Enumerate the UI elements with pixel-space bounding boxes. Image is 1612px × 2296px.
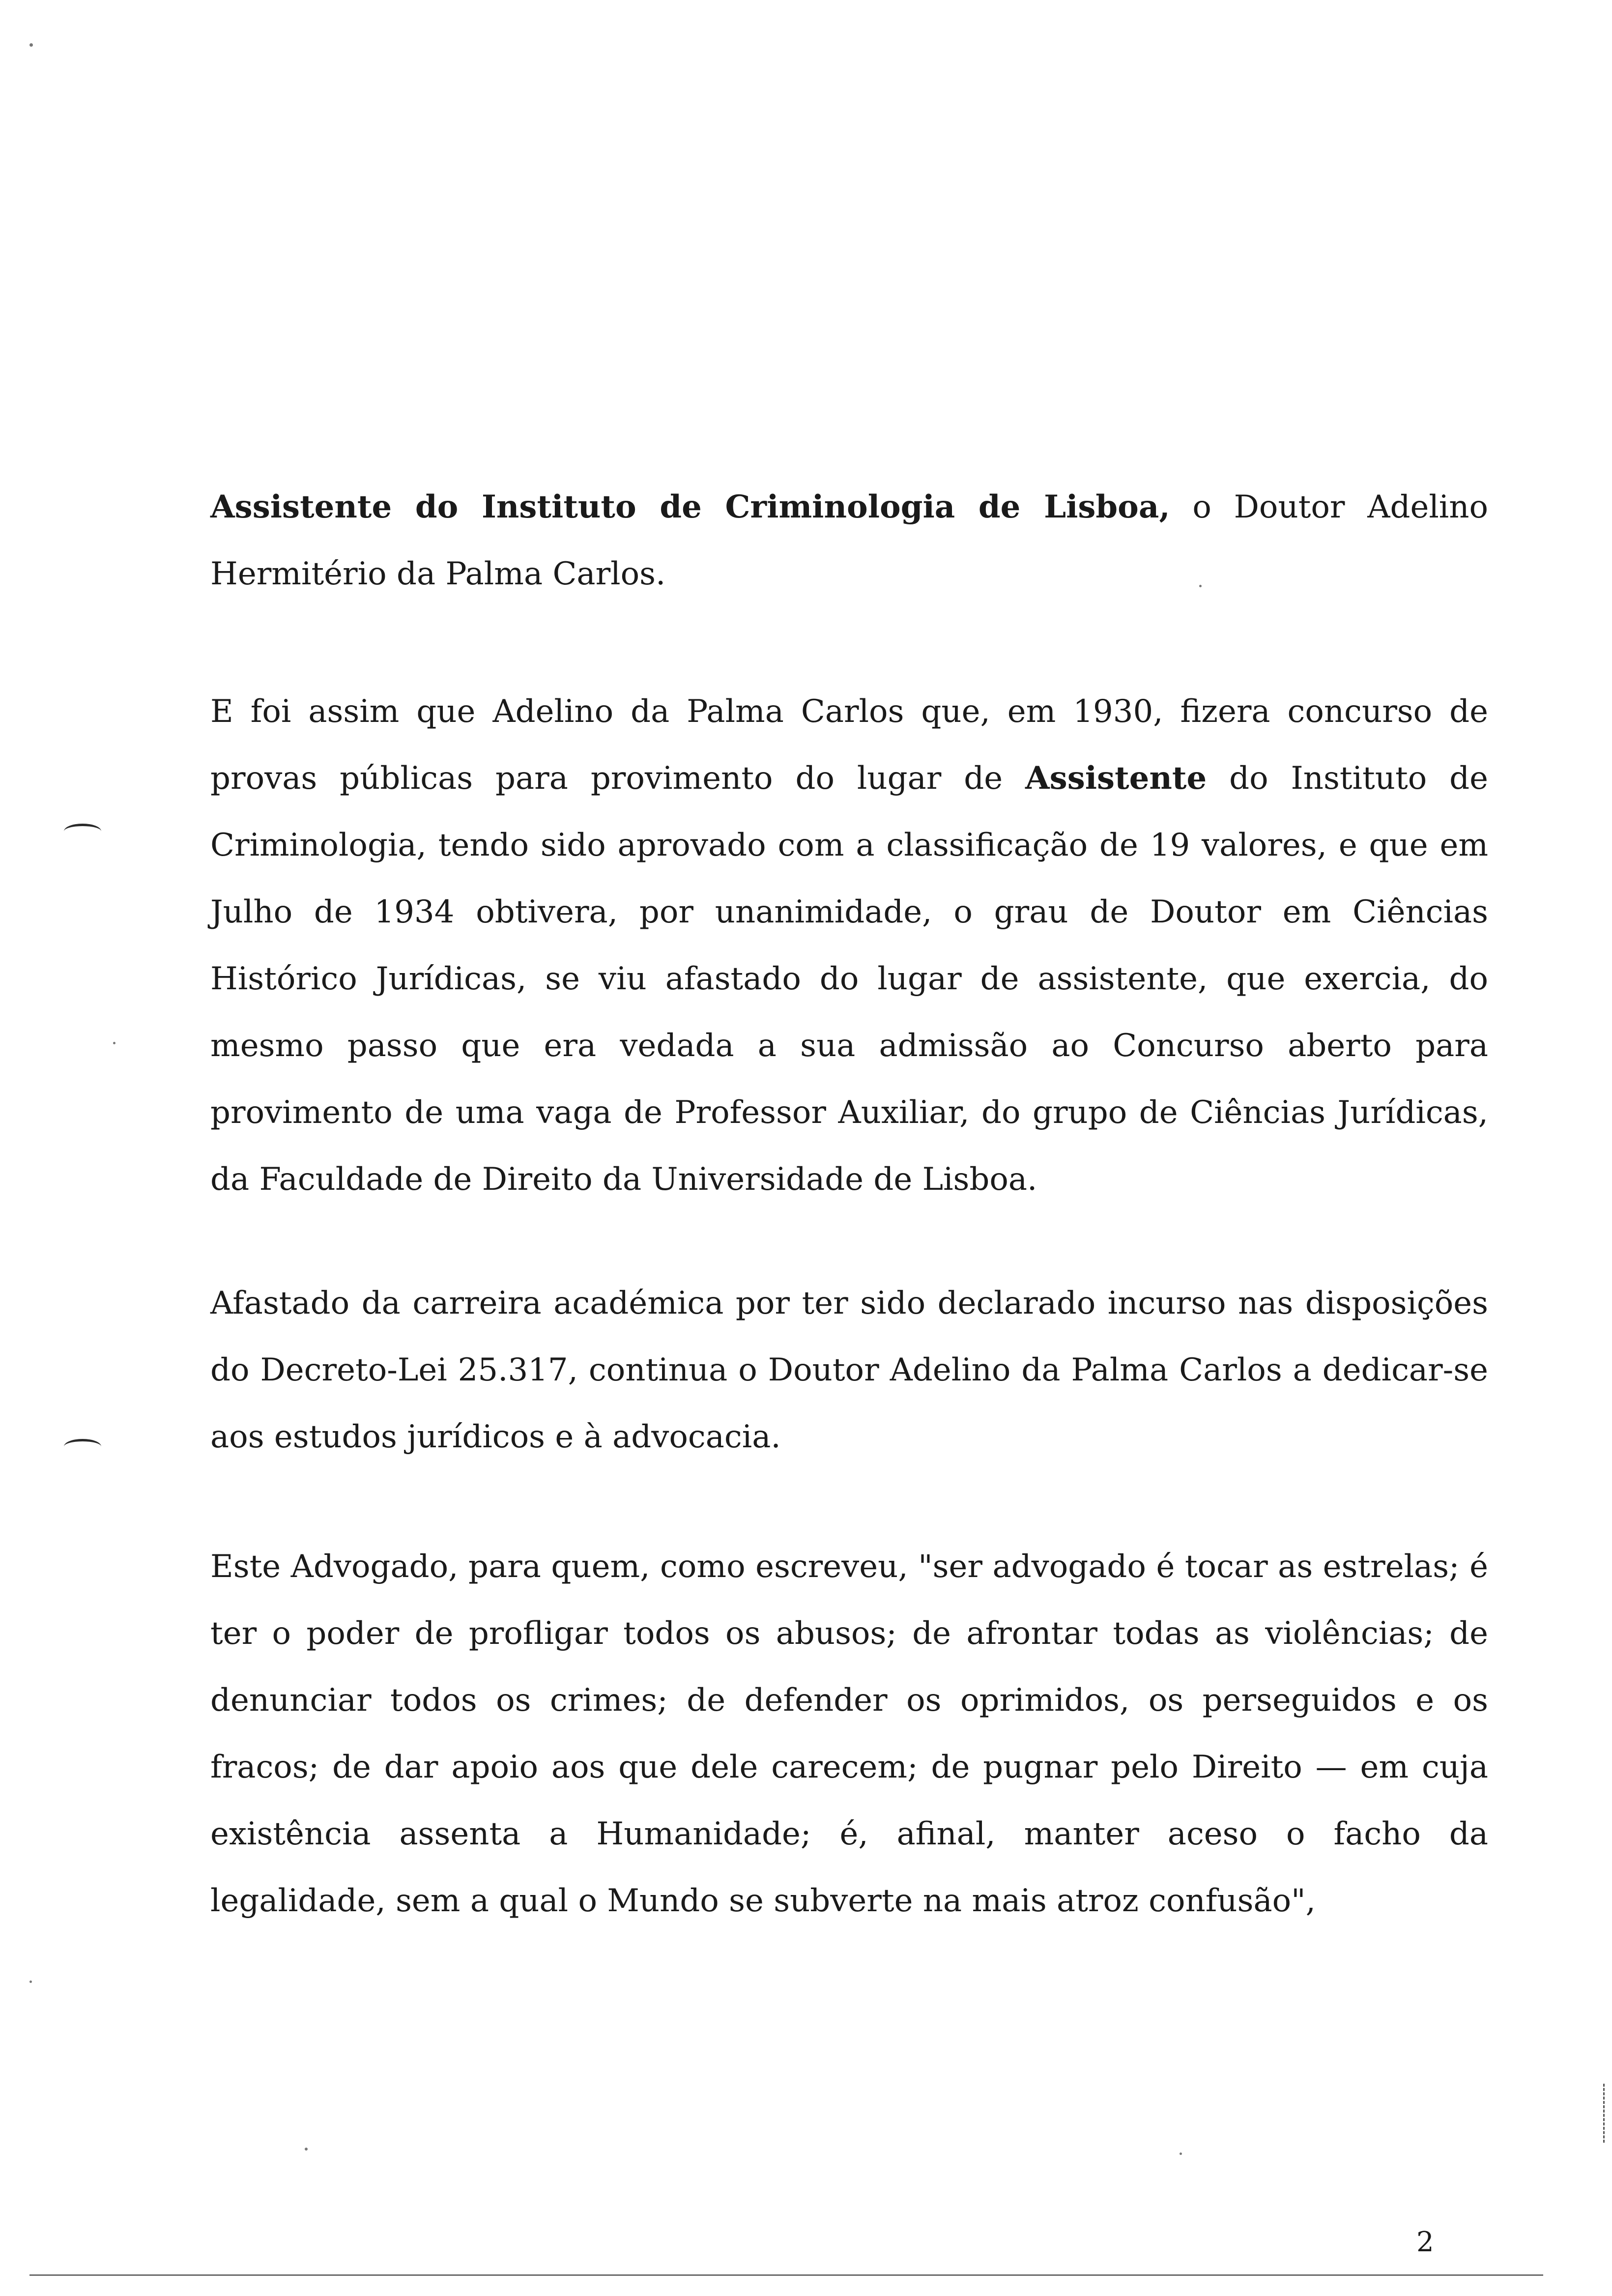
paragraph-4 <box>210 1533 1488 1934</box>
scan-speck <box>113 1042 115 1044</box>
scan-speck <box>1180 2152 1182 2155</box>
paragraph-2 <box>210 678 1488 1213</box>
page-number: 2 <box>1416 2226 1434 2258</box>
margin-hole-punch-mark <box>64 824 101 839</box>
margin-hole-punch-mark <box>64 1439 101 1454</box>
paragraph-2-text <box>210 678 1488 1213</box>
paragraph-2-body-start: E foi assim que Adelino da Palma Carlos que, em 1930, fizera concurso de provas públicas para provimento do lugar de <box>210 693 1488 797</box>
paragraph-1-bold-lead: Assistente do Instituto de Criminologia de Lisboa, <box>210 488 1170 525</box>
scan-speck <box>29 1980 32 1983</box>
paragraph-1 <box>210 474 1488 607</box>
paragraph-2-bold-term: Assistente <box>1025 760 1207 797</box>
scan-speck <box>305 2148 308 2151</box>
paragraph-3-text: Afastado da carreira académica por ter sido declarado incurso nas disposições do Decreto-Lei 25.317, continua o Doutor Adelino da Palma Carlos a dedicar-se aos estudos jurídicos e à advocacia. <box>210 1285 1488 1455</box>
scan-speck <box>29 43 33 47</box>
scan-edge-mark <box>1603 2084 1606 2143</box>
paragraph-1-body: o Doutor Adelino Hermitério da Palma Carlos. <box>210 489 1488 592</box>
paragraph-1-text <box>210 474 1488 607</box>
paragraph-4-text: Este Advogado, para quem, como escreveu, "ser advogado é tocar as estrelas; é ter o poder de profligar todos os abusos; de afrontar todas as violências; de denunciar todos os crimes; de defender os oprimidos, os perseguidos e os fracos; de dar apoio aos que dele carecem; de pugnar pelo Direito — em cuja existência assenta a Humanidade; é, afinal, manter aceso o facho da legalidade, sem a qual o Mundo se subverte na mais atroz confusão", <box>210 1549 1488 1919</box>
paragraph-3 <box>210 1270 1488 1470</box>
bottom-rule <box>29 2274 1543 2276</box>
paragraph-2-body-end: do Instituto de Criminologia, tendo sido aprovado com a classificação de 19 valores, e que em Julho de 1934 obtivera, por unanimidade, o grau de Doutor em Ciências Histórico Jurídicas, se viu afastado do lugar de assistente, que exercia, do mesmo passo que era vedada a sua admissão ao Concurso aberto para provimento de uma vaga de Professor Auxiliar, do grupo de Ciências Jurídicas, da Faculdade de Direito da Universidade de Lisboa. <box>210 760 1488 1198</box>
